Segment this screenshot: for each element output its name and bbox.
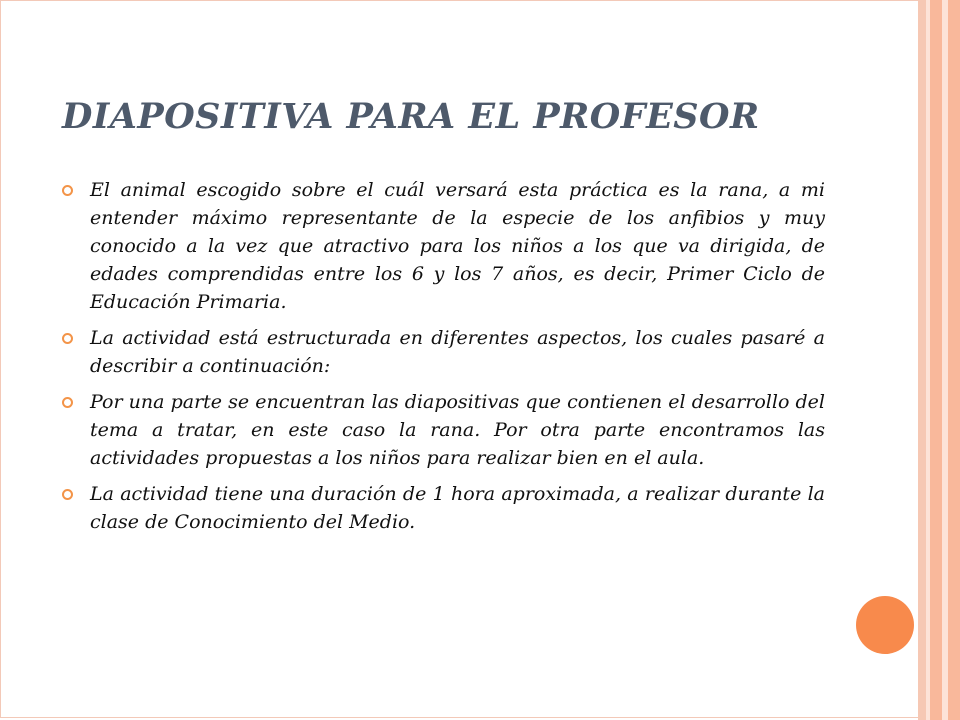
ring-bullet-icon (62, 333, 73, 344)
bullet-text: La actividad tiene una duración de 1 hora aproximada, a realizar durante la clase de Conocimiento del Medio. (90, 483, 825, 533)
slide-title: DIAPOSITIVA PARA EL PROFESOR (62, 96, 760, 137)
bullet-text: El animal escogido sobre el cuál versará esta práctica es la rana, a mi entender máximo representante de la especie de los anfibios y muy conocido a la vez que atractivo para los niños a los que va dirigida, de edades comprendidas entre los 6 y los 7 años, es decir, Primer Ciclo de Educación Primaria. (90, 179, 825, 313)
bullet-item (62, 324, 825, 380)
decorative-stripe (918, 0, 926, 720)
bullet-item (62, 388, 825, 472)
ring-bullet-icon (62, 397, 73, 408)
accent-circle-icon (856, 596, 914, 654)
ring-bullet-icon (62, 489, 73, 500)
decorative-stripe (930, 0, 942, 720)
bullet-item (62, 480, 825, 536)
bullet-item (62, 176, 825, 316)
bullet-list (62, 176, 825, 544)
ring-bullet-icon (62, 185, 73, 196)
bullet-text: La actividad está estructurada en diferentes aspectos, los cuales pasaré a describir a continuación: (90, 327, 825, 377)
bullet-text: Por una parte se encuentran las diapositivas que contienen el desarrollo del tema a tratar, en este caso la rana. Por otra parte encontramos las actividades propuestas a los niños para realizar bien en el aula. (90, 391, 825, 469)
decorative-stripe (948, 0, 960, 720)
